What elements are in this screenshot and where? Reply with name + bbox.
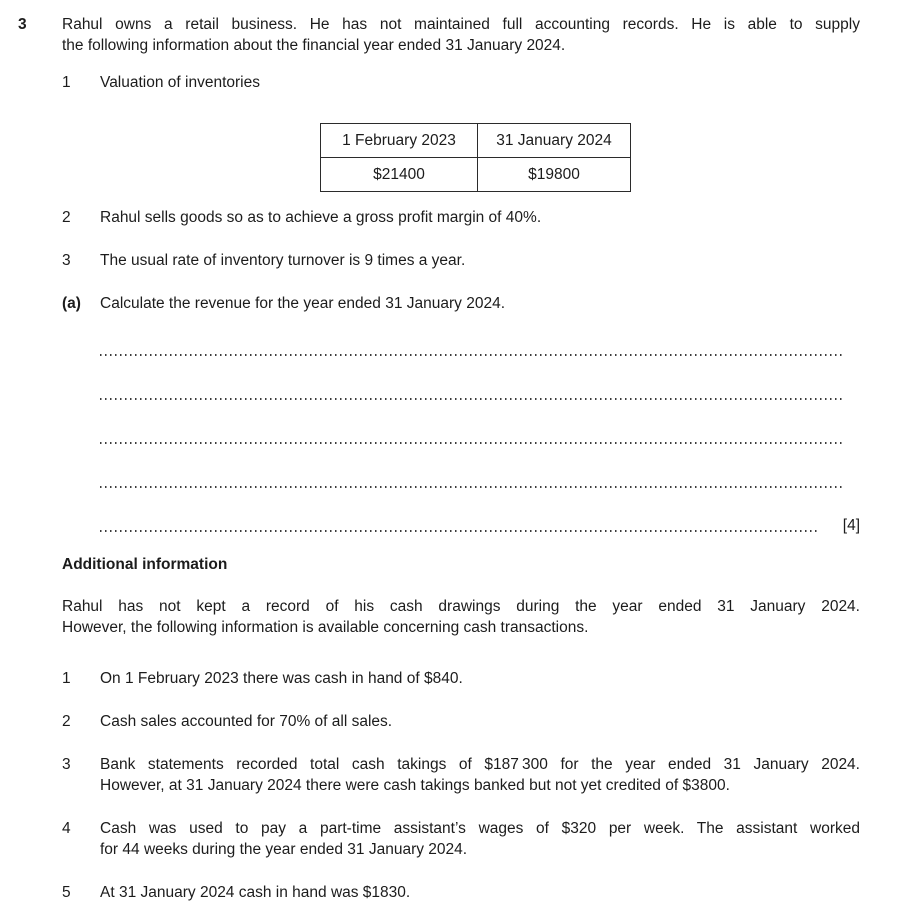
item-number: 3 (62, 252, 71, 269)
item-text-line: However, at 31 January 2024 there were cash takings banked but not yet credited of $3800. (100, 777, 730, 794)
item-number: 2 (62, 713, 71, 730)
answer-row (100, 339, 860, 360)
part-a-prompt: Calculate the revenue for the year ended 31 January 2024. (100, 295, 505, 312)
question-content (62, 14, 860, 916)
answer-row (100, 515, 860, 536)
item-text (100, 754, 860, 796)
table-header-cell: 31 January 2024 (478, 124, 631, 158)
question-intro-line: the following information about the financial year ended 31 January 2024. (62, 37, 566, 54)
item-number: 3 (62, 756, 71, 773)
answer-row (100, 427, 860, 448)
table-value-row (321, 158, 631, 192)
inventory-table (320, 123, 631, 192)
table-header-row (321, 124, 631, 158)
additional-intro-line: However, the following information is available concerning cash transactions. (62, 619, 589, 636)
item-text-line: Bank statements recorded total cash takings of $187 300 for the year ended 31 January 2024. (100, 756, 860, 773)
question-intro-line: Rahul owns a retail business. He has not maintained full accounting records. He is able to supply (62, 16, 860, 33)
list-item (62, 882, 860, 903)
item-text (100, 818, 860, 860)
marks-label: [4] (842, 517, 860, 534)
list-item (62, 72, 860, 93)
item-text: Cash sales accounted for 70% of all sales. (100, 713, 393, 730)
item-number: 5 (62, 884, 71, 901)
item-text: Rahul sells goods so as to achieve a gross profit margin of 40%. (100, 209, 542, 226)
additional-info-intro (62, 596, 860, 638)
answer-dotted-line (100, 530, 817, 532)
answer-row (100, 471, 860, 492)
item-text: Valuation of inventories (100, 74, 260, 91)
list-item (62, 818, 860, 860)
table-value-cell: $19800 (478, 158, 631, 192)
item-number: 1 (62, 74, 71, 91)
list-item (62, 207, 860, 228)
question-intro (62, 14, 860, 56)
additional-intro-line: Rahul has not kept a record of his cash drawings during the year ended 31 January 2024. (62, 598, 860, 615)
item-text: On 1 February 2023 there was cash in hand of $840. (100, 670, 463, 687)
answer-dotted-line (100, 354, 845, 356)
answer-dotted-line (100, 442, 845, 444)
answer-dotted-line (100, 398, 845, 400)
table-header-cell: 1 February 2023 (321, 124, 478, 158)
item-number: 2 (62, 209, 71, 226)
list-item (62, 668, 860, 689)
list-item (62, 711, 860, 732)
item-text: At 31 January 2024 cash in hand was $1830. (100, 884, 411, 901)
part-a-label: (a) (62, 295, 81, 312)
item-number: 4 (62, 820, 71, 837)
item-text-line: Cash was used to pay a part-time assistant’s wages of $320 per week. The assistant worked (100, 820, 860, 837)
list-item (62, 250, 860, 271)
answer-row (100, 383, 860, 404)
item-text-line: for 44 weeks during the year ended 31 January 2024. (100, 841, 468, 858)
answer-dotted-line (100, 486, 845, 488)
item-number: 1 (62, 670, 71, 687)
answer-area (100, 339, 860, 536)
list-item (62, 754, 860, 796)
additional-info-heading: Additional information (62, 556, 228, 573)
item-text: The usual rate of inventory turnover is 9 times a year. (100, 252, 466, 269)
question-number: 3 (18, 16, 27, 33)
part-a-row (62, 293, 860, 314)
table-value-cell: $21400 (321, 158, 478, 192)
